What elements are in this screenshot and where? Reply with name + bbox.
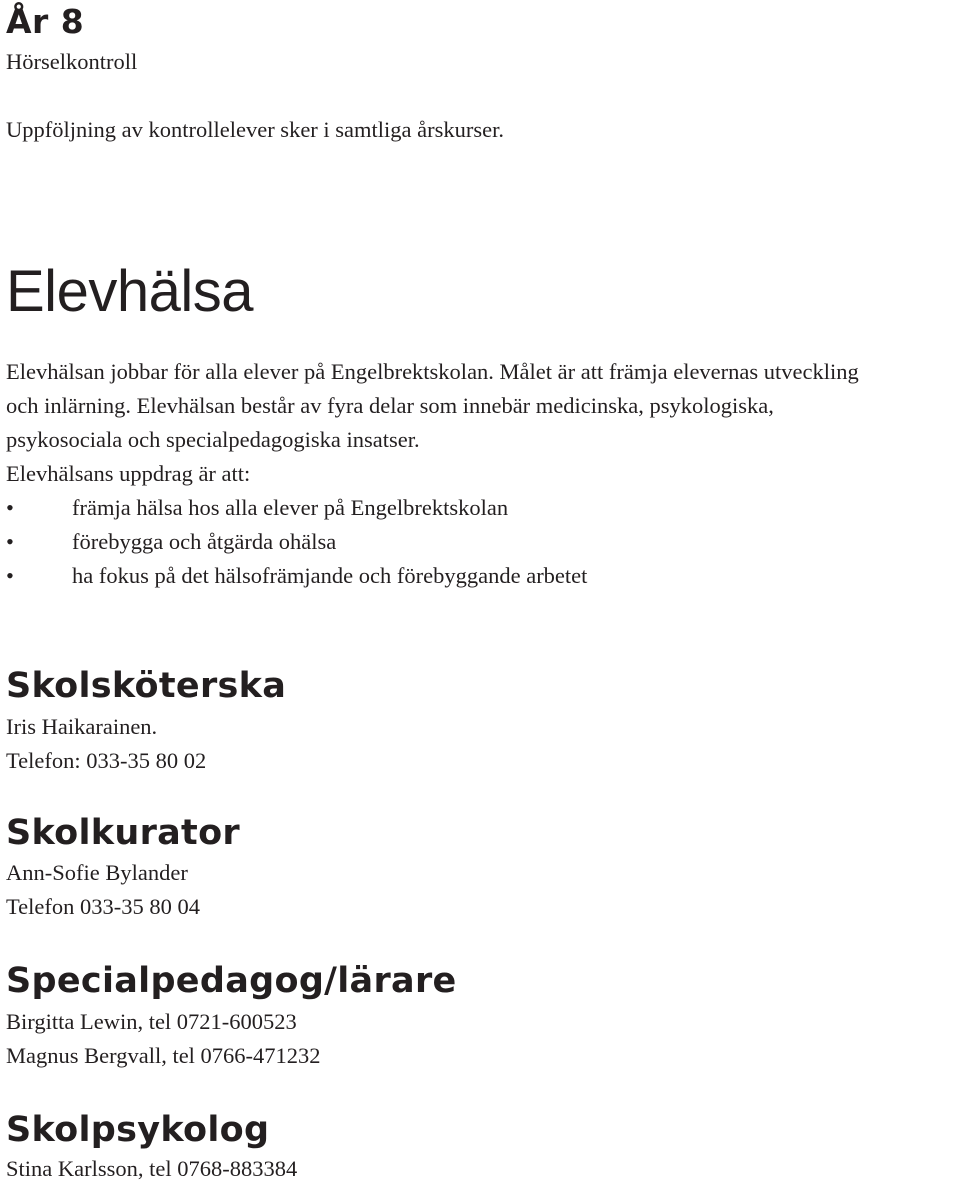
skolpsykolog-heading: Skolpsykolog	[6, 1110, 270, 1150]
contact-phone: Telefon: 033-35 80 02	[6, 748, 207, 773]
skolskoterska-heading: Skolsköterska	[6, 666, 287, 706]
contact-line: Magnus Bergvall, tel 0766-471232	[6, 1043, 321, 1068]
contact-phone: Telefon 033-35 80 04	[6, 894, 201, 919]
paragraph-line: och inlärning. Elevhälsan består av fyra delar som innebär medicinska, psykologiska,	[6, 393, 774, 418]
elevhalsa-heading: Elevhälsa	[6, 259, 253, 324]
contact-line: Stina Karlsson, tel 0768-883384	[6, 1156, 298, 1181]
list-item	[6, 559, 859, 593]
skolskoterska-contact	[6, 710, 206, 778]
skolkurator-contact	[6, 856, 200, 924]
specialpedagog-heading: Specialpedagog/lärare	[6, 961, 457, 1001]
list-item-text: främja hälsa hos alla elever på Engelbrektskolan	[72, 495, 509, 520]
paragraph-line: Elevhälsans uppdrag är att:	[6, 461, 251, 486]
year-heading: År 8	[6, 2, 85, 41]
paragraph-line: psykosociala och specialpedagogiska insatser.	[6, 427, 420, 452]
paragraph-line: Elevhälsan jobbar för alla elever på Engelbrektskolan. Målet är att främja elevernas utveckling	[6, 359, 859, 384]
contact-name: Ann-Sofie Bylander	[6, 860, 188, 885]
contact-name: Iris Haikarainen.	[6, 714, 158, 739]
elevhalsa-bullet-list	[6, 491, 859, 593]
elevhalsa-paragraph	[6, 355, 859, 593]
year-text: Uppföljning av kontrollelever sker i samtliga årskurser.	[6, 117, 504, 142]
bullet-icon: •	[6, 529, 14, 554]
list-item	[6, 525, 859, 559]
list-item	[6, 491, 859, 525]
skolkurator-heading: Skolkurator	[6, 813, 240, 853]
list-item-text: ha fokus på det hälsofrämjande och förebyggande arbetet	[72, 563, 588, 588]
specialpedagog-contact	[6, 1005, 321, 1073]
list-item-text: förebygga och åtgärda ohälsa	[72, 529, 337, 554]
bullet-icon: •	[6, 495, 14, 520]
bullet-icon: •	[6, 563, 14, 588]
skolpsykolog-contact	[6, 1152, 297, 1186]
contact-line: Birgitta Lewin, tel 0721-600523	[6, 1009, 297, 1034]
year-subheading: Hörselkontroll	[6, 49, 138, 74]
